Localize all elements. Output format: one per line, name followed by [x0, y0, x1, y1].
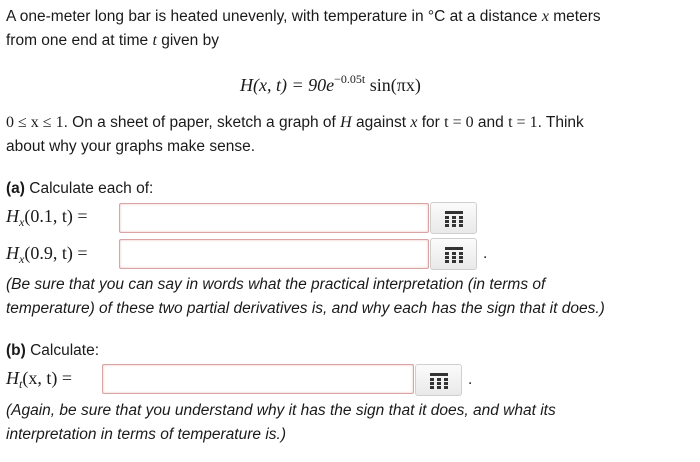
keypad-button-2[interactable] — [430, 238, 477, 270]
var-t: t — [152, 32, 157, 49]
x-range: 0 ≤ x ≤ 1 — [6, 114, 64, 131]
part-b-q-label: $H_t(x$, t) = — [6, 368, 72, 391]
intro-line-1: A one-meter long bar is heated unevenly, with temperature in °C at a distance x meters — [6, 8, 601, 25]
keypad-grid-icon — [430, 373, 448, 389]
period-a: . — [483, 245, 488, 262]
part-b-heading: (b) Calculate: — [6, 342, 100, 359]
answer-input-hx-0-9[interactable] — [119, 239, 429, 269]
part-b-note-line-2: interpretation in terms of temperature is.) — [6, 426, 286, 443]
keypad-button-3[interactable] — [415, 364, 462, 396]
domain-line-1: 0 ≤ x ≤ 1. On a sheet of paper, sketch a graph of H against x for t = 0 and t = 1. Think — [6, 114, 584, 131]
keypad-grid-icon — [445, 211, 463, 227]
formula-exponent: −0.05t — [334, 72, 366, 86]
formula-rhs: sin(πx) — [365, 75, 421, 95]
answer-input-ht[interactable] — [102, 364, 414, 394]
answer-input-hx-0-1[interactable] — [119, 203, 429, 233]
part-a-heading: (a) Calculate each of: — [6, 180, 154, 197]
keypad-button-1[interactable] — [430, 202, 477, 234]
intro-line-2: from one end at time t given by — [6, 32, 219, 49]
var-x: x — [541, 8, 549, 25]
part-a-q2-label: $H_x(0.9$, t) = — [6, 243, 88, 266]
part-b-note-line-1: (Again, be sure that you understand why it has the sign that it does, and what its — [6, 402, 556, 419]
period-b: . — [468, 371, 473, 388]
formula-lhs: H(x, t) = 90e — [240, 75, 335, 95]
formula — [240, 72, 421, 96]
keypad-grid-icon — [445, 247, 463, 263]
part-a-note-line-1: (Be sure that you can say in words what the practical interpretation (in terms of — [6, 276, 546, 293]
domain-line-2: about why your graphs make sense. — [6, 138, 255, 155]
part-a-note-line-2: temperature) of these two partial derivatives is, and why each has the sign that it does.) — [6, 300, 605, 317]
part-a-q1-label: $H_x(0.1$, t) = — [6, 206, 88, 229]
